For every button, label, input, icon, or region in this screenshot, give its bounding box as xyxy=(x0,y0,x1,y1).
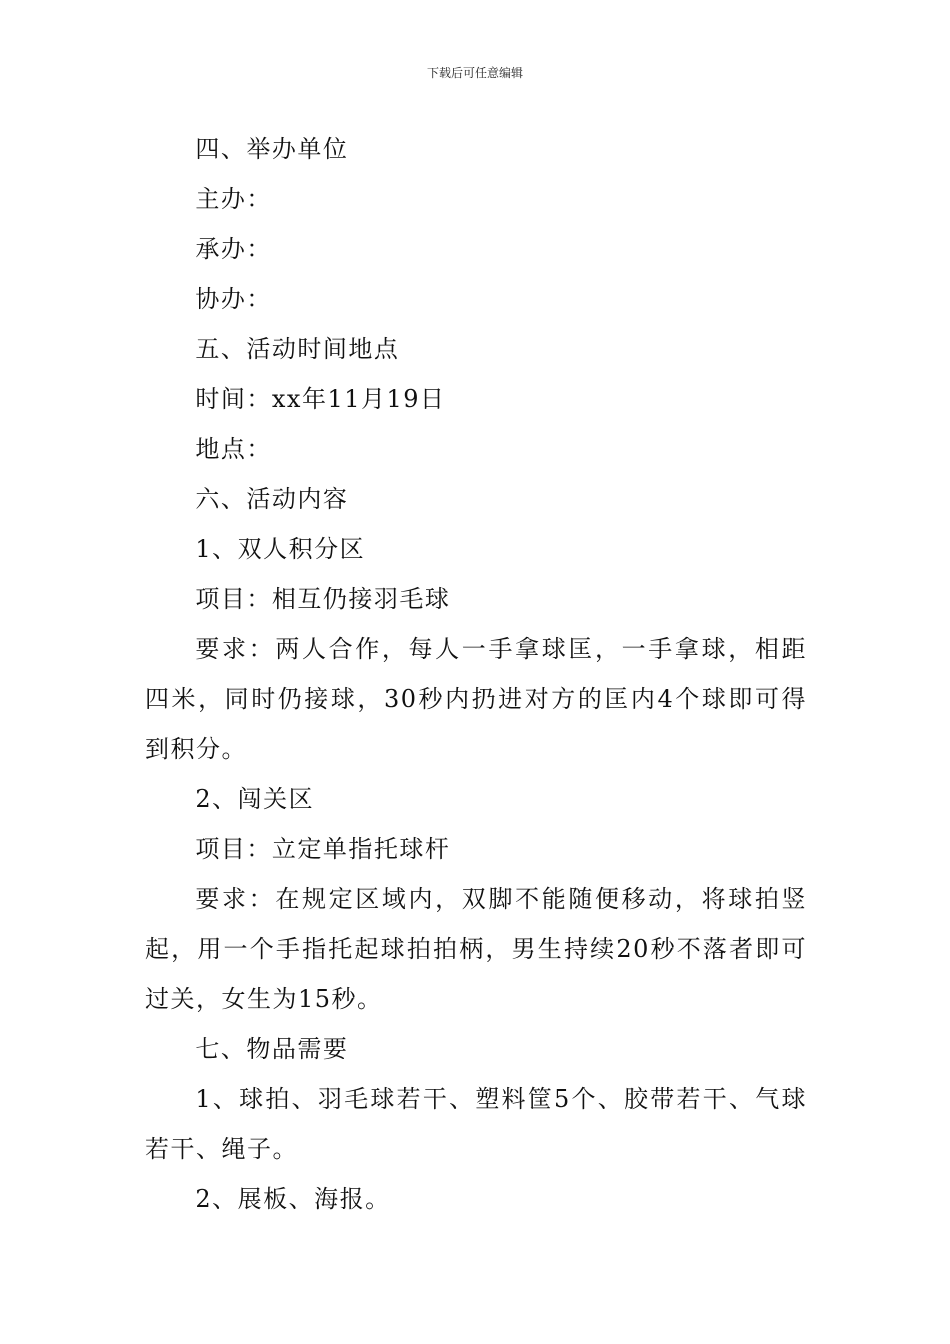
field-place: 地点： xyxy=(195,435,272,463)
doubles-zone-rules: 要求：两人合作，每人一手拿球匡，一手拿球，相距四米，同时仍接球，30秒内扔进对方的匡内4个球即可得到积分。 xyxy=(145,635,807,763)
supplies-item-2: 2、展板、海报。 xyxy=(195,1185,391,1213)
field-organizer: 承办： xyxy=(195,235,272,263)
section-heading-organizers: 四、举办单位 xyxy=(195,135,349,163)
document-body xyxy=(145,124,807,1224)
challenge-zone-item: 项目：立定单指托球杆 xyxy=(195,835,451,863)
page-header-note: 下载后可任意编辑 xyxy=(426,66,523,80)
field-co-organizer: 协办： xyxy=(195,285,272,313)
subsection-doubles-zone: 1、双人积分区 xyxy=(195,535,366,563)
section-heading-time-place: 五、活动时间地点 xyxy=(195,335,400,363)
section-heading-content: 六、活动内容 xyxy=(195,485,349,513)
subsection-challenge-zone: 2、闯关区 xyxy=(195,785,315,813)
challenge-zone-rules: 要求：在规定区域内，双脚不能随便移动，将球拍竖起，用一个手指托起球拍拍柄，男生持续20秒不落者即可过关，女生为15秒。 xyxy=(145,885,807,1013)
field-time: 时间：xx年11月19日 xyxy=(195,385,446,413)
section-heading-supplies: 七、物品需要 xyxy=(195,1035,349,1063)
field-host: 主办： xyxy=(195,185,272,213)
supplies-item-1: 1、球拍、羽毛球若干、塑料筐5个、胶带若干、气球若干、绳子。 xyxy=(145,1085,807,1163)
doubles-zone-item: 项目：相互仍接羽毛球 xyxy=(195,585,451,613)
